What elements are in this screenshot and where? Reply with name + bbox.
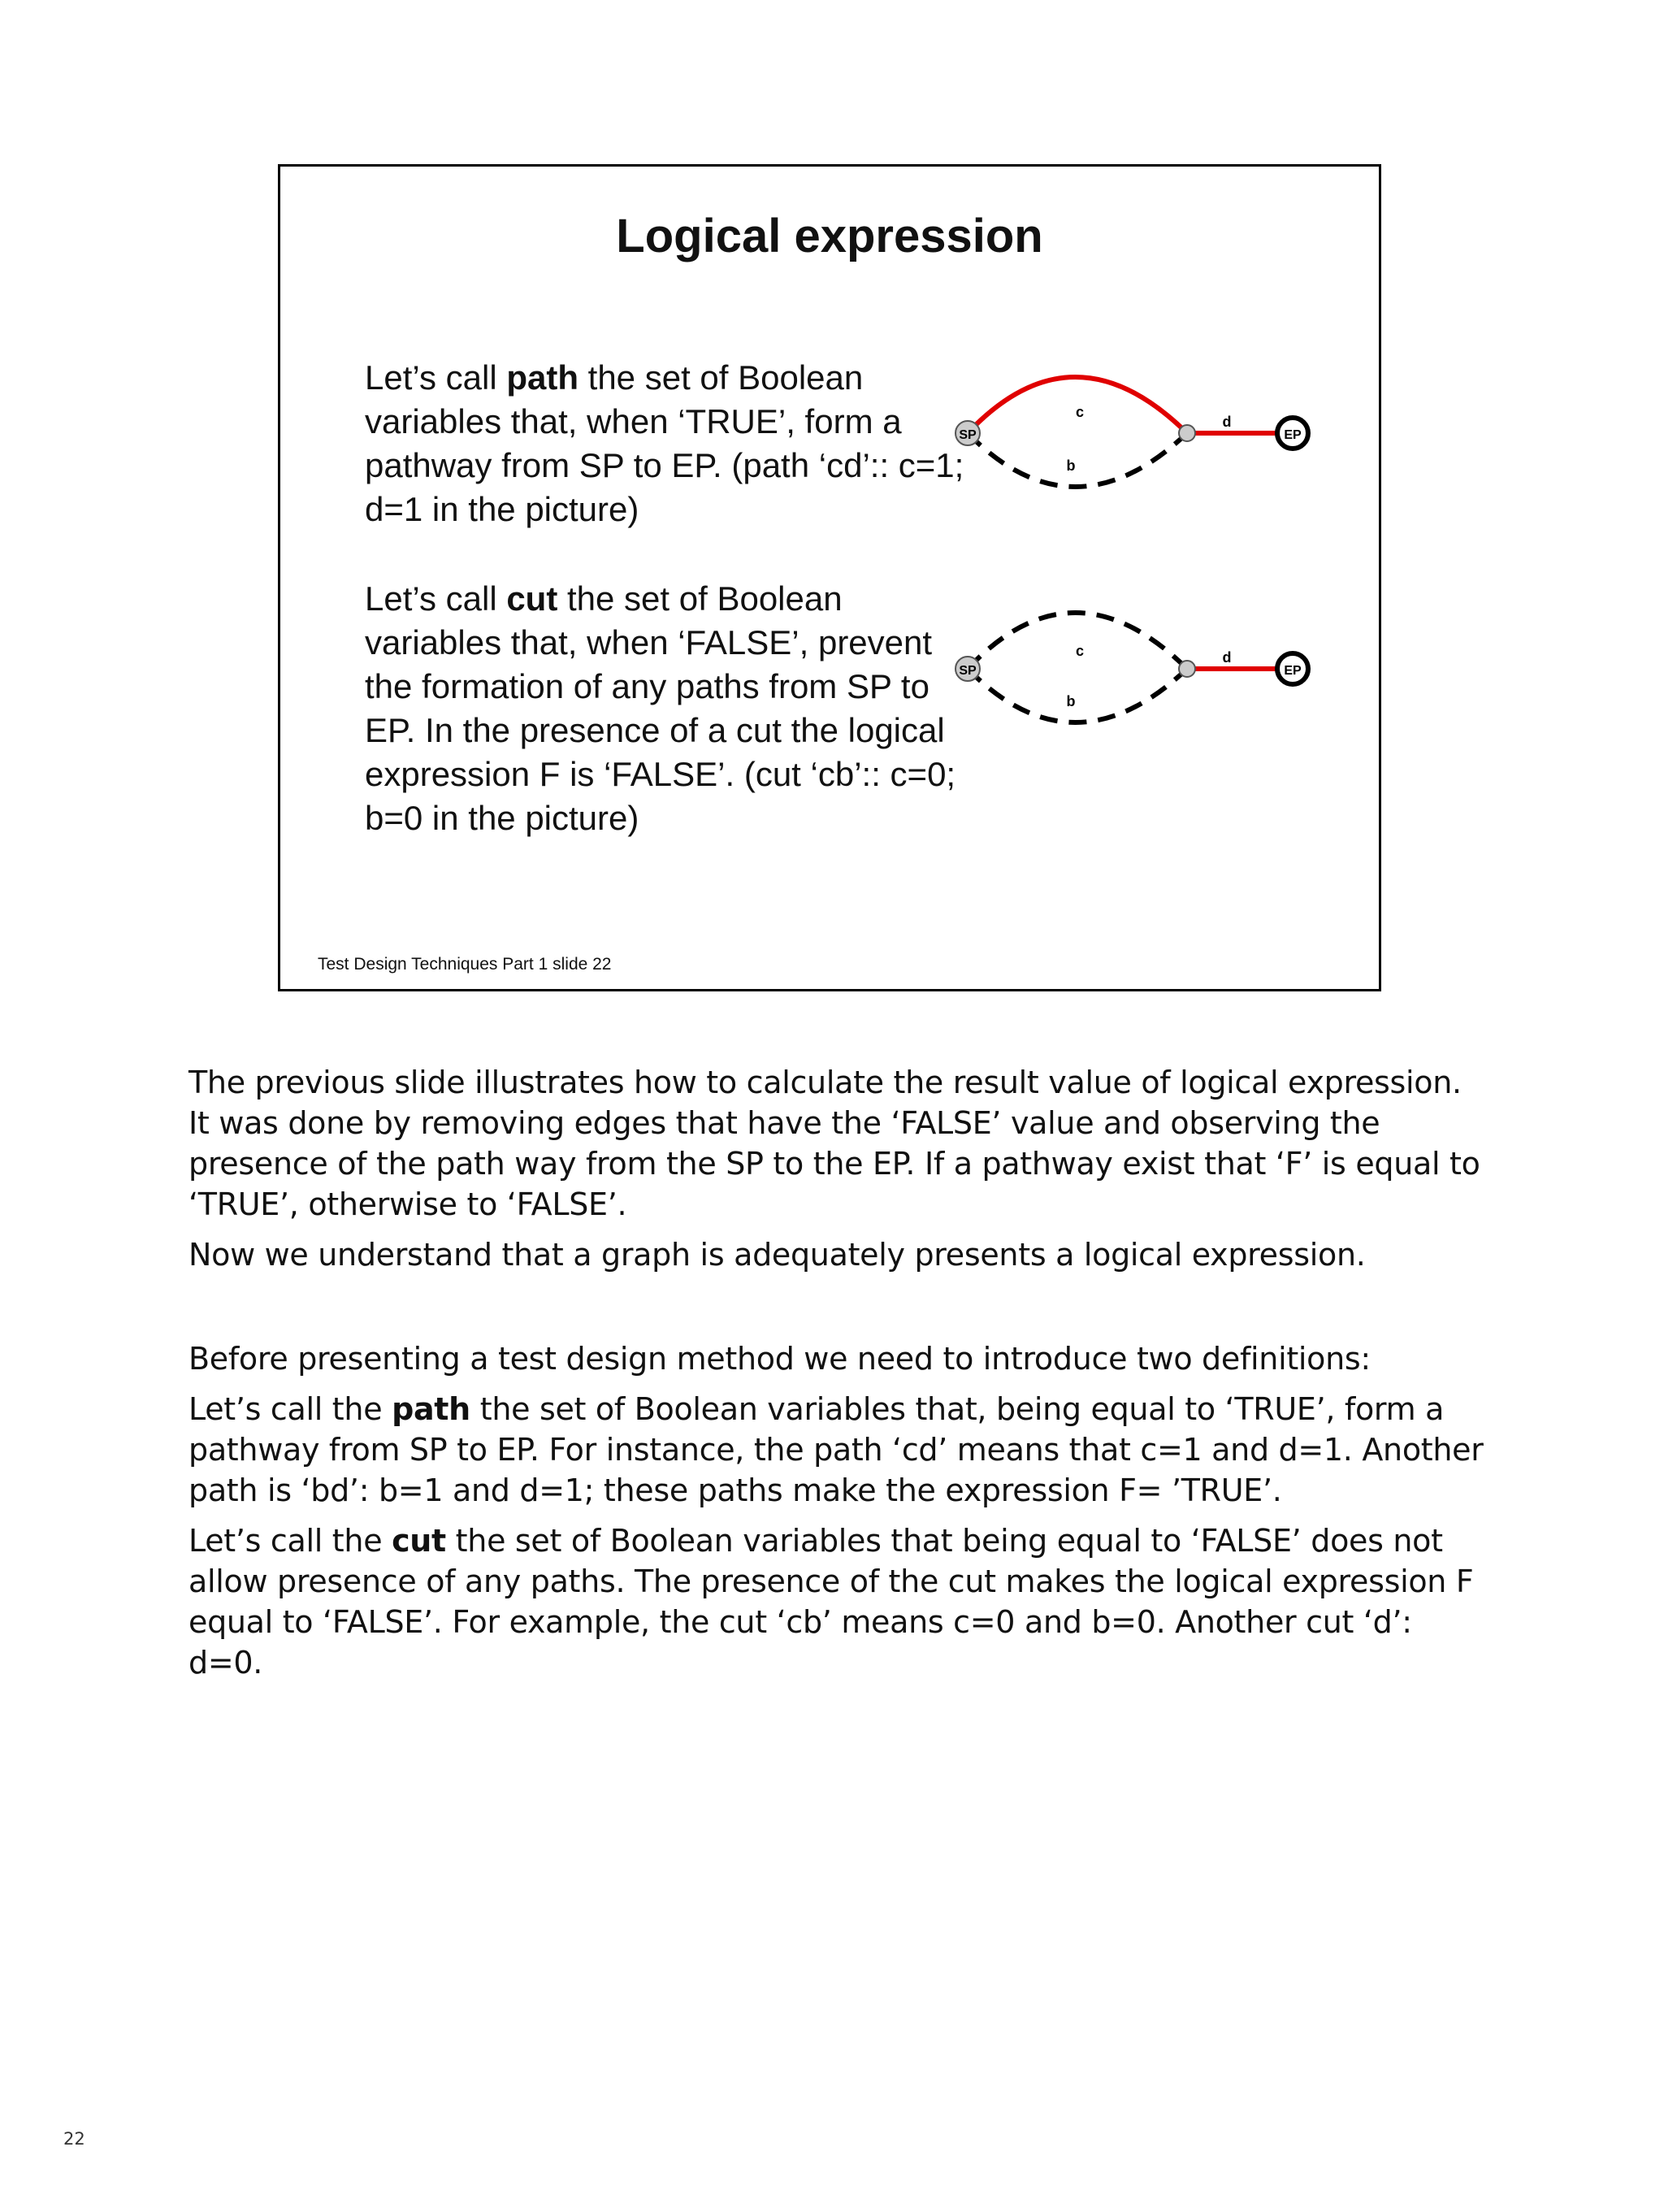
text-run: Let’s call — [365, 358, 507, 397]
text-run: Let’s call the — [188, 1391, 392, 1427]
svg-text:EP: EP — [1284, 428, 1302, 442]
end-node — [1277, 653, 1308, 684]
edge-b — [968, 669, 1187, 722]
svg-text:SP: SP — [959, 664, 977, 678]
end-node — [1277, 418, 1308, 449]
bold-term-cut: cut — [506, 579, 558, 618]
svg-text:EP: EP — [1284, 664, 1302, 678]
bold-term-path: path — [392, 1391, 470, 1427]
body-paragraph-path — [188, 1389, 1488, 1511]
body-paragraph-1 — [188, 1062, 1488, 1225]
slide-title: Logical expression — [616, 210, 1043, 262]
edge-b — [968, 433, 1187, 487]
text-run: the set of Boolean variables that being equal to ‘FALSE’ does not allow presence of any paths. The presence of the cut makes the logical expression F equal to ‘FALSE’. For example, the cut ‘cb’ means c=0 and b=0. Another cut ‘d’: d=0. — [188, 1523, 1474, 1681]
slide-path-definition — [365, 356, 966, 531]
paragraph-text — [188, 1389, 1488, 1511]
embedded-slide — [278, 164, 1381, 991]
text-run: the set of Boolean variables that, when ‘FALSE’, prevent the formation of any paths from SP to EP. In the presence of a cut the logical expression F is ‘FALSE’. (cut ‘cb’:: c=0; b=0 in the picture) — [365, 579, 956, 837]
junction-node — [1179, 425, 1195, 441]
path-graph-diagram — [943, 362, 1317, 508]
bold-term-path: path — [506, 358, 578, 397]
edge-c-label: c — [1075, 404, 1085, 420]
body-paragraph-2 — [188, 1234, 1488, 1275]
paragraph-text: Before presenting a test design method we need to introduce two definitions: — [188, 1341, 1371, 1377]
body-paragraph-cut — [188, 1520, 1488, 1683]
text-run: the set of Boolean variables that, being equal to ‘TRUE’, form a pathway from SP to EP. For instance, the path ‘cd’ means that c=1 and d=1. Another path is ‘bd’: b=1 and d=1; these paths make the expression F= ’TRUE’. — [188, 1391, 1484, 1508]
edge-c — [968, 613, 1187, 669]
edge-b-label: b — [1066, 458, 1076, 474]
text-run: the set of Boolean variables that, when ‘TRUE’, form a pathway from SP to EP. (path ‘cd’:: c=1; d=1 in the picture) — [365, 358, 964, 528]
paragraph-text — [188, 1520, 1488, 1683]
text-run: Let’s call — [365, 579, 507, 618]
junction-node — [1179, 661, 1195, 677]
edge-c-label: c — [1075, 643, 1085, 659]
paragraph-text: Now we understand that a graph is adequately presents a logical expression. — [188, 1237, 1366, 1273]
paragraph-text: The previous slide illustrates how to calculate the result value of logical expression. It was done by removing edges that have the ‘FALSE’ value and observing the presence of the path way from the SP to the EP. If a pathway exist that ‘F’ is equal to ‘TRUE’, otherwise to ‘FALSE’. — [188, 1065, 1480, 1222]
page-number: 22 — [63, 2129, 85, 2149]
body-paragraph-3 — [188, 1338, 1488, 1379]
start-node — [956, 421, 980, 445]
slide-cut-definition — [365, 577, 966, 840]
bold-term-cut: cut — [392, 1523, 446, 1559]
cut-graph-diagram — [943, 597, 1317, 744]
slide-footer: Test Design Techniques Part 1 slide 22 — [318, 955, 612, 974]
edge-d-label: d — [1222, 649, 1232, 666]
svg-text:SP: SP — [959, 428, 977, 442]
start-node — [956, 657, 980, 681]
edge-b-label: b — [1066, 693, 1076, 709]
edge-d-label: d — [1222, 414, 1232, 430]
text-run: Let’s call the — [188, 1523, 392, 1559]
